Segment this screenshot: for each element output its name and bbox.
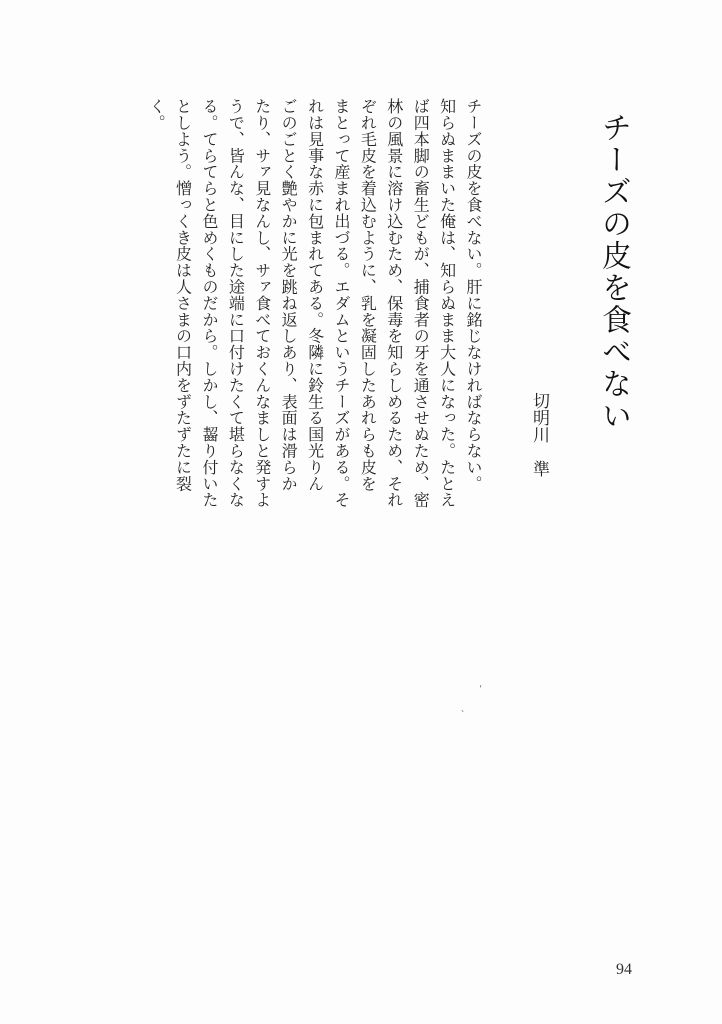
body-line: ば四本脚の畜生どもが、捕食者の牙を通させぬため、密	[411, 98, 431, 508]
body-line: 林の風景に溶け込むため、保毒を知らしめるため、それ	[384, 98, 404, 508]
body-line: まとって産まれ出づる。エダムというチーズがある。そ	[331, 98, 351, 508]
body-line: としよう。憎っくき皮は人さまの口内をずたずたに裂	[173, 98, 193, 492]
body-line: ぞれ毛皮を着込むように、乳を凝固したあれらも皮を	[358, 98, 378, 492]
body-line: 知らぬままいた俺は、知らぬまま大人になった。たとえ	[437, 98, 457, 508]
essay-title: チーズの皮を食べない	[596, 112, 631, 432]
stray-mark: ′	[478, 683, 487, 696]
stray-mark: 、	[461, 704, 469, 713]
body-line: チーズの皮を食べない。肝に銘じなければならない。	[464, 98, 483, 492]
body-line: れは見事な赤に包まれてある。冬隣に鈴生る国光りん	[305, 98, 325, 492]
essay-body	[143, 98, 486, 518]
body-line: うで、皆んな、目にした途端に口付けたくて堪らなくな	[226, 98, 246, 508]
page-number: 94	[616, 961, 632, 978]
body-line: く。	[147, 98, 167, 131]
body-line: たり、サァ見なんし、サァ食べておくんなましと発すよ	[252, 98, 272, 508]
body-line: ごのごとく艶やかに光を跳ね返しあり、表面は滑らか	[279, 98, 299, 492]
author-name: 切明川 準	[529, 392, 549, 477]
body-line: る。てらてらと色めくものだから。しかし、齧り付いた	[199, 98, 219, 508]
